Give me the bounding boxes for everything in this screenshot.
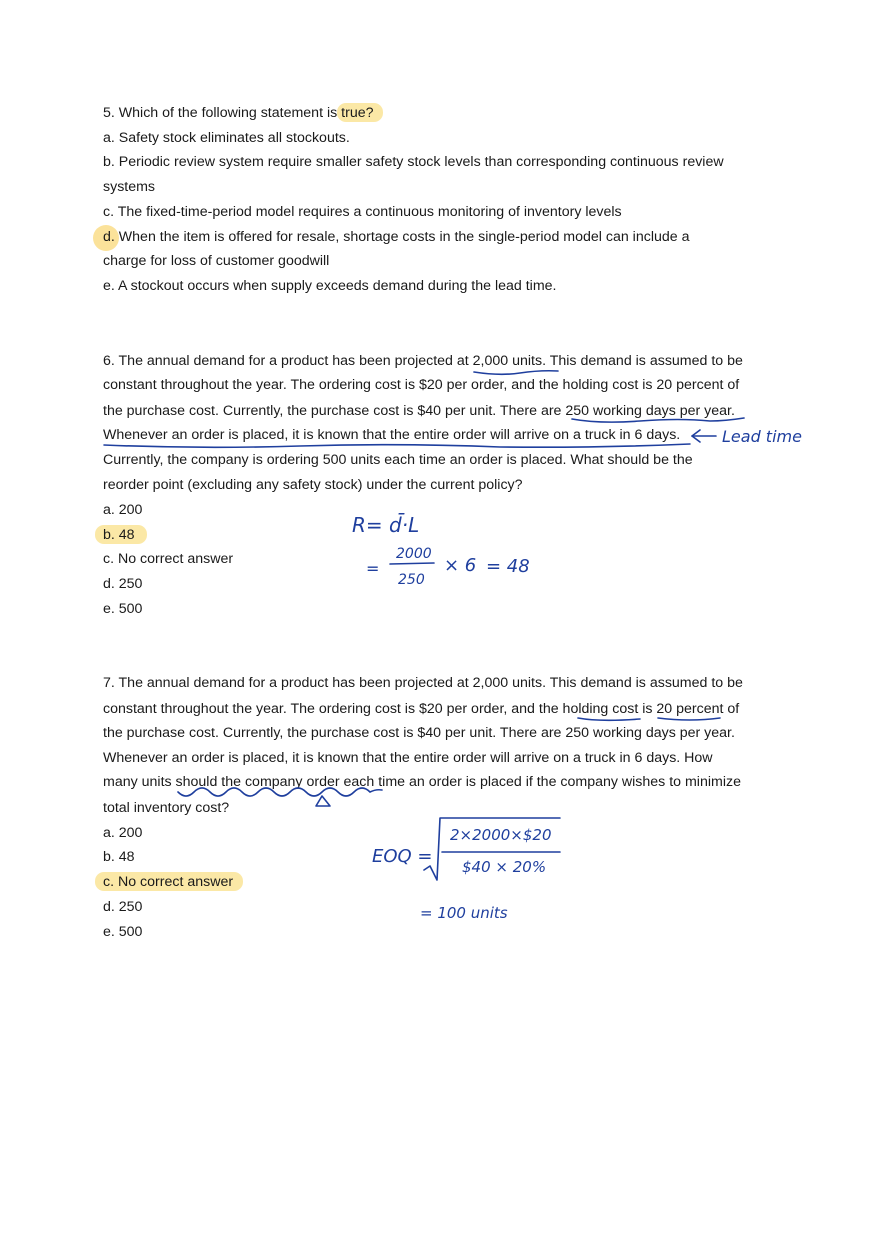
q6-line-2: constant throughout the year. The ordering cost is $20 per order, and the holding cost is 20 percent of	[103, 377, 740, 393]
q6-option-b: b. 48	[103, 527, 135, 543]
q5-option-d: d. When the item is offered for resale, shortage costs in the single-period model can include a	[103, 229, 690, 245]
q5-option-c: c. The fixed-time-period model requires a continuous monitoring of inventory levels	[103, 204, 622, 220]
underline-20-percent	[658, 718, 720, 720]
eoq-label: EOQ =	[372, 846, 433, 867]
q7-line-3: the purchase cost. Currently, the purchase cost is $40 per unit. There are 250 working days per year.	[103, 725, 735, 741]
underline-holding-cost	[578, 718, 640, 720]
q6-line-6: reorder point (excluding any safety stock) under the current policy?	[103, 477, 523, 493]
q6-option-c: c. No correct answer	[103, 551, 234, 567]
q6-line-4: Whenever an order is placed, it is known that the entire order will arrive on a truck in 6 days.	[103, 427, 681, 443]
q6-option-d: d. 250	[103, 576, 143, 592]
q7-line-6: total inventory cost?	[103, 800, 230, 816]
q5-option-d-cont: charge for loss of customer goodwill	[103, 253, 330, 269]
q6-line-3: the purchase cost. Currently, the purchase cost is $40 per unit. There are 250 working days per year.	[103, 403, 735, 419]
q6-option-a: a. 200	[103, 502, 143, 518]
reorder-formula: R= d̄·L	[352, 513, 420, 537]
q7-option-d: d. 250	[103, 899, 143, 915]
q7-line-2: constant throughout the year. The ordering cost is $20 per order, and the holding cost is 20 percent of	[103, 701, 740, 717]
lead-time-note: Lead time	[722, 427, 802, 446]
q6-option-e: e. 500	[103, 601, 143, 617]
q7-option-b: b. 48	[103, 849, 135, 865]
q7-option-e: e. 500	[103, 924, 143, 940]
q7-line-4: Whenever an order is placed, it is known that the entire order will arrive on a truck in 6 days. How	[103, 750, 713, 766]
underline-whenever-order	[104, 444, 690, 447]
reorder-numerator: 2000	[396, 546, 432, 562]
reorder-eq-sign: =	[366, 559, 380, 578]
q7-line-1: 7. The annual demand for a product has been projected at 2,000 units. This demand is assumed to be	[103, 675, 743, 691]
underline-250-working-days	[572, 418, 744, 422]
reorder-result: = 48	[486, 556, 530, 577]
q7-option-c: c. No correct answer	[103, 874, 234, 890]
q5-option-e: e. A stockout occurs when supply exceeds demand during the lead time.	[103, 278, 557, 294]
eoq-numerator: 2×2000×$20	[450, 826, 552, 844]
eoq-result: = 100 units	[420, 904, 508, 922]
eoq-denominator: $40 × 20%	[462, 858, 547, 876]
q5-question: 5. Which of the following statement is true?	[103, 105, 374, 121]
q6-line-5: Currently, the company is ordering 500 units each time an order is placed. What should be the	[103, 452, 693, 468]
reorder-fraction-bar	[390, 563, 434, 564]
q6-line-1: 6. The annual demand for a product has been projected at 2,000 units. This demand is assumed to be	[103, 353, 743, 369]
reorder-denominator: 250	[398, 572, 425, 588]
underline-2000-units	[474, 371, 558, 375]
q5-option-b-cont: systems	[103, 179, 156, 195]
q7-option-a: a. 200	[103, 825, 143, 841]
wavy-underline-should-order	[178, 788, 382, 796]
delta-mark	[316, 796, 330, 806]
reorder-times: × 6	[444, 555, 477, 576]
q5-option-b: b. Periodic review system require smaller safety stock levels than corresponding continuous review	[103, 154, 724, 170]
q7-line-5: many units should the company order each time an order is placed if the company wishes to minimize	[103, 774, 741, 790]
q5-option-a: a. Safety stock eliminates all stockouts.	[103, 130, 350, 146]
